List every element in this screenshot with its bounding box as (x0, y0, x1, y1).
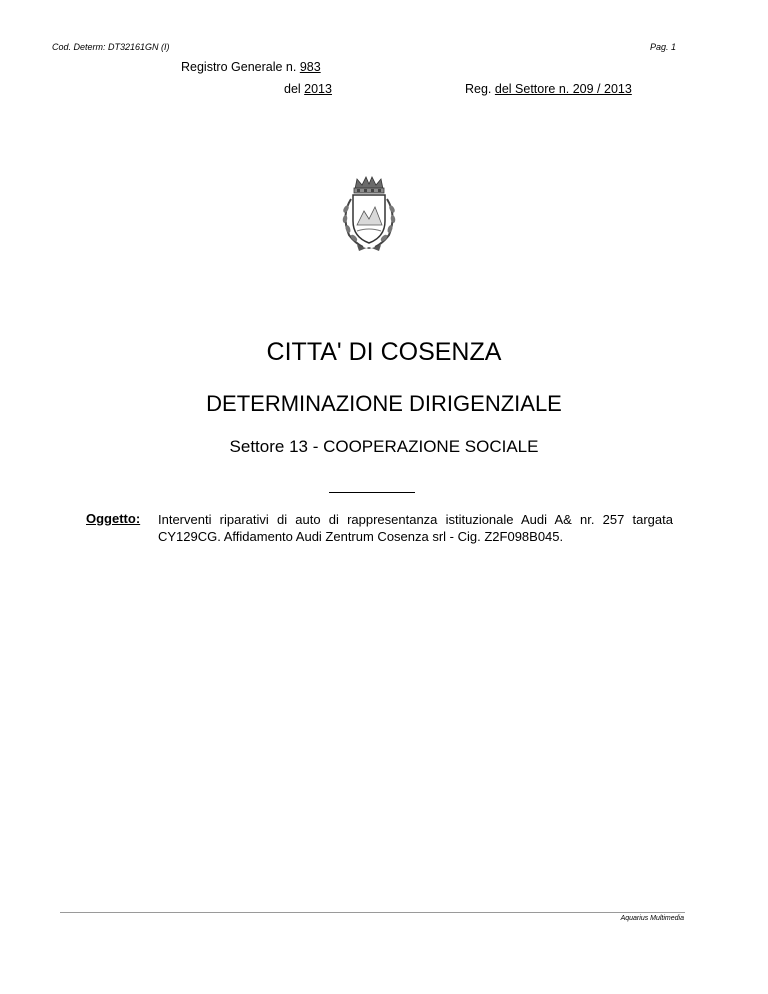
city-coat-of-arms-icon (333, 175, 405, 253)
footer-divider (60, 912, 685, 913)
general-registry-number: 983 (299, 60, 321, 74)
sector-registry-value: del Settore n. 209 / 2013 (494, 82, 632, 96)
city-title: CITTA' DI COSENZA (266, 338, 502, 366)
title-separator (329, 492, 415, 493)
registry-year-value: 2013 (304, 82, 332, 96)
sector-registry-prefix: Reg. (465, 82, 495, 96)
general-registry-label: Registro Generale n. (181, 60, 300, 74)
footer-brand: Aquarius Multimedia (620, 915, 684, 922)
document-type-title: DETERMINAZIONE DIRIGENZIALE (206, 391, 562, 416)
page-number: Pag. 1 (649, 42, 676, 52)
subject-label: Oggetto: (86, 511, 141, 526)
document-code: Cod. Determ: DT32161GN (I) (52, 42, 170, 52)
registry-year (284, 82, 332, 96)
subject-text: Interventi riparativi di auto di rappresentanza istituzionale Audi A& nr. 257 targata CY129CG. Affidamento Audi Zentrum Cosenza srl - Cig. Z2F098B045. (158, 512, 673, 544)
sector-registry (465, 82, 632, 96)
sector-title: Settore 13 - COOPERAZIONE SOCIALE (229, 437, 539, 456)
general-registry (181, 60, 321, 74)
registry-year-label: del (284, 82, 305, 96)
